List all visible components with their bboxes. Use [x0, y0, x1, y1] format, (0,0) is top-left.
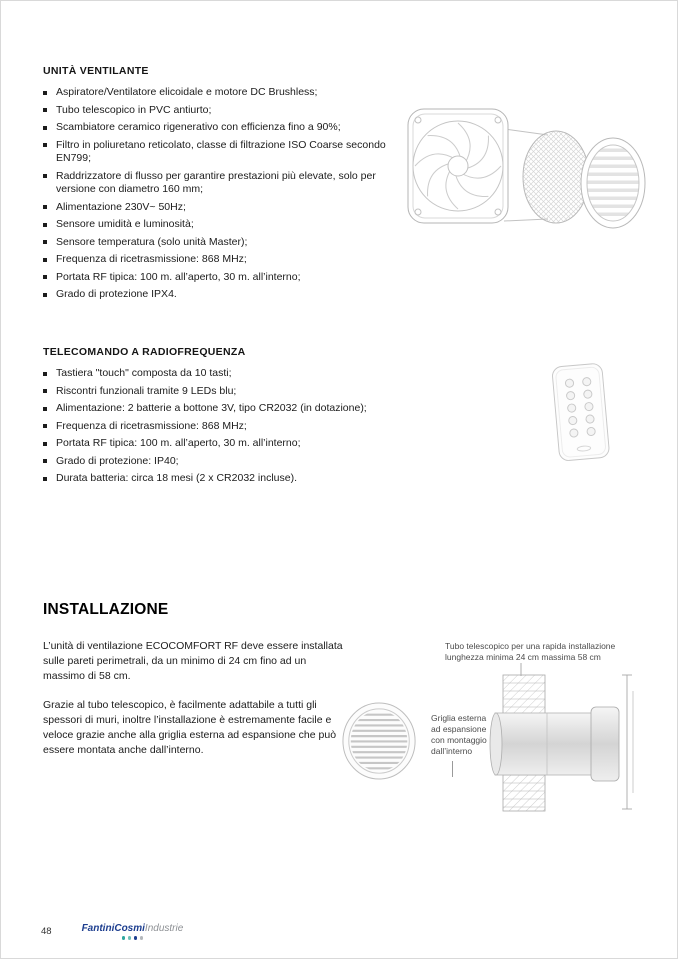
- figure-remote-control: [549, 361, 616, 471]
- brand-suffix: Industrie: [144, 923, 184, 934]
- list-item: [43, 86, 391, 100]
- brand-logo: [82, 923, 184, 940]
- list-item-text: Filtro in poliuretano reticolato, classe di filtrazione ISO Coarse secondo EN799;: [56, 138, 386, 164]
- list-item: [43, 402, 463, 416]
- list-item: [43, 455, 463, 469]
- section-title-unita-ventilante: UNITÀ VENTILANTE: [43, 65, 149, 77]
- list-item-text: Alimentazione 230V~ 50Hz;: [56, 200, 186, 213]
- list-item: [43, 288, 391, 302]
- remote-control-illustration: [549, 361, 615, 466]
- list-item: [43, 437, 463, 451]
- list-item-text: Frequenza di ricetrasmissione: 868 MHz;: [56, 253, 247, 265]
- bullet-square-icon: [43, 240, 47, 244]
- bullet-square-icon: [43, 275, 47, 279]
- annotation-external-grille: Griglia esterna ad espansione con montaggio dall’interno: [431, 713, 487, 756]
- list-item-text: Portata RF tipica: 100 m. all’aperto, 30 m. all’interno;: [56, 437, 301, 449]
- list-item-text: Durata batteria: circa 18 mesi (2 x CR2032 incluse).: [56, 472, 298, 484]
- bullet-square-icon: [43, 258, 47, 262]
- list-item-text: Sensore temperatura (solo unità Master);: [56, 235, 248, 248]
- list-item: [43, 472, 463, 486]
- list-item: [43, 201, 391, 215]
- unit-feature-list: [43, 86, 391, 302]
- page-footer: [41, 923, 183, 940]
- list-item-text: Riscontri funzionali tramite 9 LEDs blu;: [56, 384, 237, 397]
- page-number: 48: [41, 926, 52, 937]
- list-item: [43, 367, 463, 381]
- list-item-text: Scambiatore ceramico rigenerativo con efficienza fino a 90%;: [56, 121, 341, 133]
- section-unita-ventilante: [43, 65, 391, 306]
- bullet-square-icon: [43, 459, 47, 463]
- bullet-square-icon: [43, 108, 47, 112]
- bullet-square-icon: [43, 143, 47, 147]
- figure-round-grille: [341, 701, 419, 786]
- list-item: [43, 218, 391, 232]
- bullet-square-icon: [43, 91, 47, 95]
- brand-logo-text: [82, 923, 184, 934]
- round-grille-illustration: [341, 701, 419, 781]
- list-item: [43, 121, 391, 135]
- annotation-telescopic-tube: Tubo telescopico per una rapida installazione lunghezza minima 24 cm massima 58 cm: [445, 641, 616, 662]
- list-item: [43, 420, 463, 434]
- installation-paragraph-1: L’unità di ventilazione ECOCOMFORT RF deve essere installata sulle pareti perimetrali, da un minimo di 24 cm fino ad un massimo di 58 cm.: [43, 640, 343, 682]
- list-item-text: Raddrizzatore di flusso per garantire prestazioni più elevate, solo per versione con diametro 160 mm;: [56, 169, 376, 195]
- bullet-square-icon: [43, 174, 47, 178]
- list-item-text: Grado di protezione IPX4.: [56, 288, 177, 300]
- installation-text: [43, 639, 345, 772]
- installation-paragraph-2: Grazie al tubo telescopico, è facilmente adattabile a tutti gli spessori di muri, inoltre l’installazione è estremamente facile e veloce grazie anche alla griglia esterna ad espansione che può essere montata anche dall’interno.: [43, 699, 337, 756]
- bullet-square-icon: [43, 372, 47, 376]
- bullet-square-icon: [43, 424, 47, 428]
- section-title-telecomando: TELECOMANDO A RADIOFREQUENZA: [43, 346, 246, 358]
- bullet-square-icon: [43, 223, 47, 227]
- section-title-installazione: INSTALLAZIONE: [43, 601, 169, 618]
- ventilation-unit-illustration: [406, 99, 646, 249]
- bullet-square-icon: [43, 205, 47, 209]
- list-item: [43, 253, 391, 267]
- list-item-text: Alimentazione: 2 batterie a bottone 3V, tipo CR2032 (in dotazione);: [56, 402, 367, 414]
- list-item-text: Tubo telescopico in PVC antiurto;: [56, 103, 212, 116]
- bullet-square-icon: [43, 293, 47, 297]
- list-item-text: Portata RF tipica: 100 m. all’aperto, 30 m. all’interno;: [56, 270, 301, 283]
- wall-installation-illustration: [487, 663, 647, 818]
- list-item: [43, 385, 463, 399]
- list-item: [43, 236, 391, 250]
- list-item-text: Sensore umidità e luminosità;: [56, 218, 194, 230]
- brand-logo-dots-icon: [122, 936, 144, 940]
- list-item-text: Grado di protezione: IP40;: [56, 454, 179, 467]
- figure-wall-installation: [487, 663, 647, 823]
- section-telecomando: [43, 346, 463, 490]
- remote-feature-list: [43, 367, 463, 486]
- brand-name: FantiniCosmi: [81, 923, 145, 934]
- bullet-square-icon: [43, 442, 47, 446]
- bullet-square-icon: [43, 126, 47, 130]
- list-item-text: Frequenza di ricetrasmissione: 868 MHz;: [56, 419, 247, 432]
- list-item-text: Tastiera "touch" composta da 10 tasti;: [56, 367, 232, 379]
- list-item: [43, 170, 391, 197]
- list-item: [43, 104, 391, 118]
- list-item: [43, 271, 391, 285]
- list-item: [43, 139, 391, 166]
- list-item-text: Aspiratore/Ventilatore elicoidale e motore DC Brushless;: [56, 86, 318, 98]
- annotation-leader-line: [452, 761, 453, 777]
- bullet-square-icon: [43, 477, 47, 481]
- bullet-square-icon: [43, 407, 47, 411]
- bullet-square-icon: [43, 389, 47, 393]
- figure-ventilation-unit: [406, 99, 646, 254]
